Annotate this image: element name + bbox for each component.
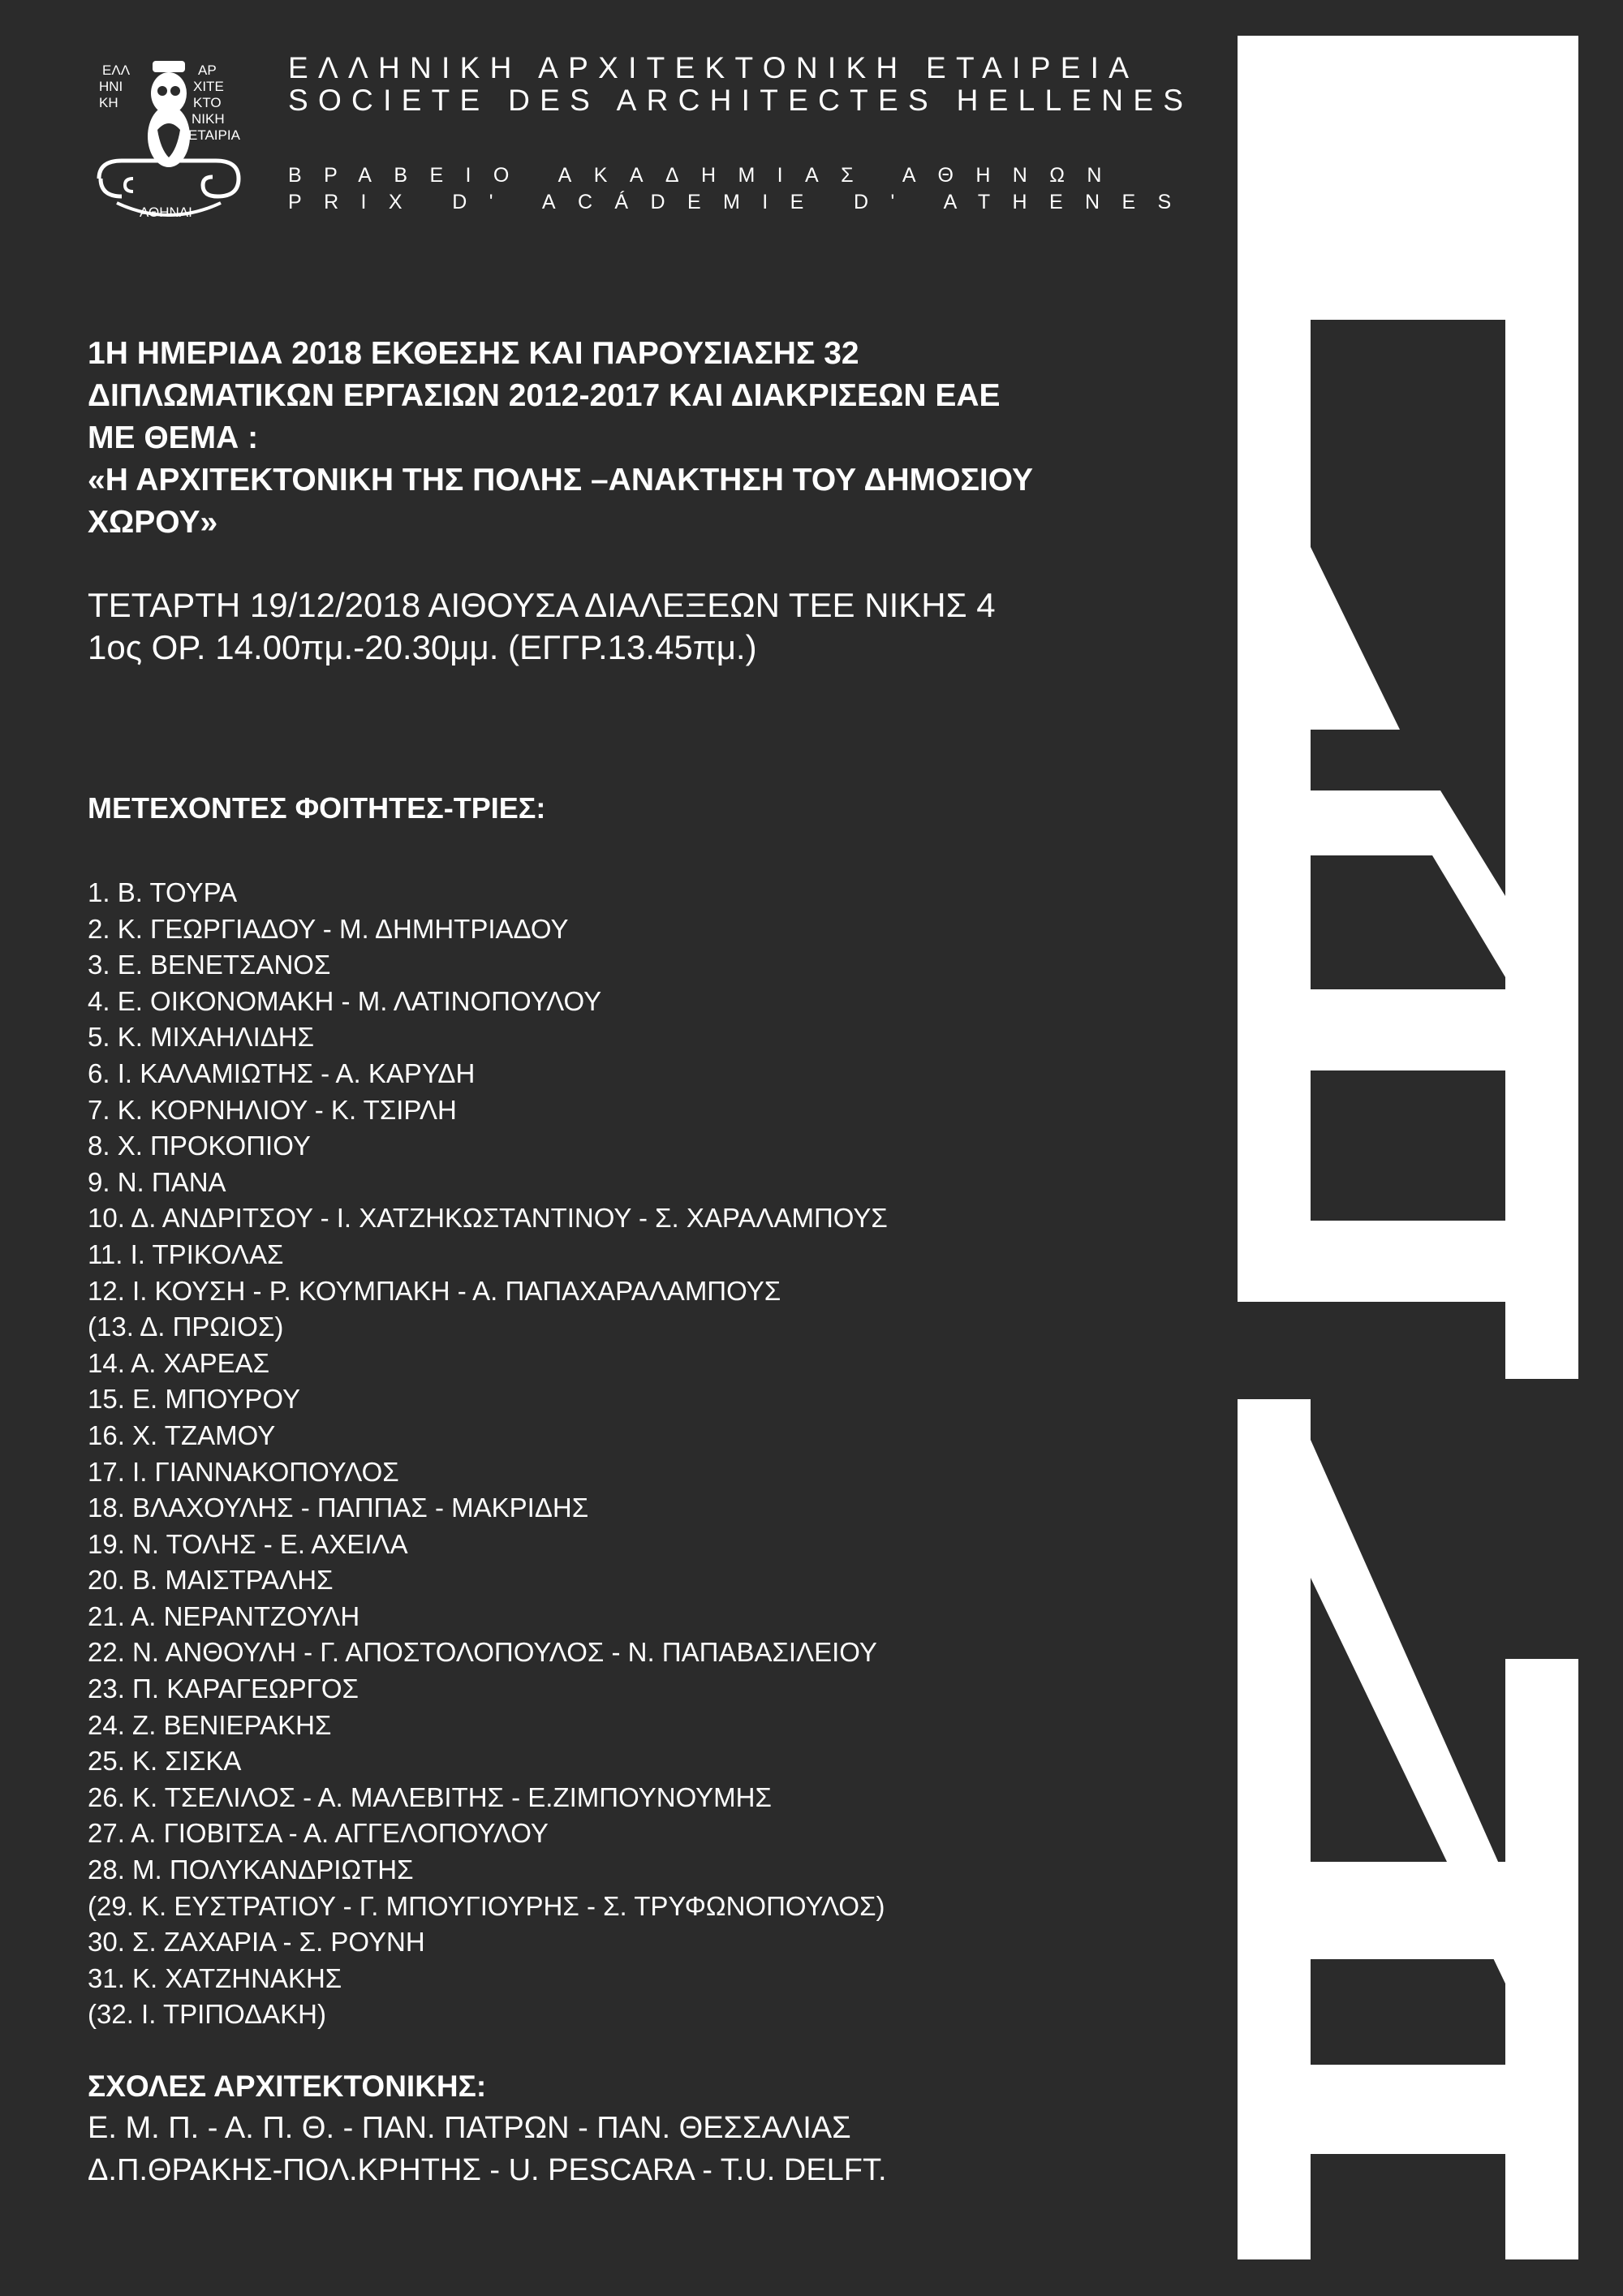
logo-text: ΕΤΑΙΡΙΑ [188,127,240,143]
list-item: 31. Κ. ΧΑΤΖΗΝΑΚΗΣ [88,1962,342,1993]
graphic-shape [1311,989,1505,1070]
graphic-shape [1505,1659,1578,2259]
organisation-name [288,51,1194,117]
event-title-line: ΜΕ ΘΕΜΑ : [88,420,259,455]
list-item: 6. Ι. ΚΑΛΑΜΙΩΤΗΣ - Α. ΚΑΡΥΔΗ [88,1058,476,1088]
list-item: 8. Χ. ΠΡΟΚΟΠΙΟΥ [88,1131,311,1161]
event-title-line: «Η ΑΡΧΙΤΕΚΤΟΝΙΚΗ ΤΗΣ ΠΟΛΗΣ –ΑΝΑΚΤΗΣΗ ΤΟΥ ΔΗΜΟΣΙΟΥ [88,463,1034,498]
event-time: 1ος ΟΡ. 14.00πμ.-20.30μμ. (ΕΓΓΡ.13.45πμ.) [88,628,757,666]
logo-text: ΕΛΛ [102,62,131,78]
list-item: 23. Π. ΚΑΡΑΓΕΩΡΓΟΣ [88,1674,359,1704]
logo-emblem-icon [88,57,250,219]
list-item: 21. Α. ΝΕΡΑΝΤΖΟΥΛΗ [88,1600,360,1631]
list-item: 10. Δ. ΑΝΔΡΙΤΣΟΥ - Ι. ΧΑΤΖΗΚΩΣΤΑΝΤΙΝΟΥ - Σ. ΧΑΡΑΛΑΜΠΟΥΣ [88,1203,888,1234]
logo-text: ΗΝΙ [99,79,123,94]
list-item: 27. Α. ΓΙΟΒΙΤΣΑ - Α. ΑΓΓΕΛΟΠΟΥΛΟΥ [88,1818,549,1849]
org-name-french: SOCIETE DES ARCHITECTES HELLENES [288,84,1194,117]
students-heading: ΜΕΤΕΧΟΝΤΕΣ ΦΟΙΤΗΤΕΣ-ΤΡΙΕΣ: [88,791,546,825]
org-name-greek: ΕΛΛΗΝΙΚΗ ΑΡΧΙΤΕΚΤΟΝΙΚΗ ΕΤΑΙΡΕΙΑ [288,51,1139,84]
event-title-line: 1Η ΗΜΕΡΙΔΑ 2018 ΕΚΘΕΣΗΣ ΚΑΙ ΠΑΡΟΥΣΙΑΣΗΣ 32 [88,336,859,371]
list-item: 15. Ε. ΜΠΟΥΡΟΥ [88,1384,300,1415]
list-item: (13. Δ. ΠΡΩΙΟΣ) [88,1312,284,1342]
list-item: 11. Ι. ΤΡΙΚΟΛΑΣ [88,1238,284,1269]
graphic-shape [1238,1399,1311,2259]
logo-text: ΑΡ [198,62,217,78]
list-item: 14. Α. ΧΑΡΕΑΣ [88,1347,270,1378]
list-item: 18. ΒΛΑΧΟΥΛΗΣ - ΠΑΠΠΑΣ - ΜΑΚΡΙΔΗΣ [88,1493,589,1523]
logo-text: ΧΙΤΕ [193,79,224,94]
list-item: 12. Ι. ΚΟΥΣΗ - Ρ. ΚΟΥΜΠΑΚΗ - Α. ΠΑΠΑΧΑΡΑΛΑΜΠΟΥΣ [88,1275,781,1306]
list-item: 4. Ε. ΟΙΚΟΝΟΜΑΚΗ - Μ. ΛΑΤΙΝΟΠΟΥΛΟΥ [88,985,602,1016]
decorative-letter-graphic [1238,36,1578,2259]
list-item: 20. Β. ΜΑΙΣΤΡΑΛΗΣ [88,1565,334,1596]
schools-heading: ΣΧΟΛΕΣ ΑΡΧΙΤΕΚΤΟΝΙΚΗΣ: [88,2070,487,2103]
list-item: 3. Ε. ΒΕΝΕΤΣΑΝΟΣ [88,950,331,980]
schools-line: Δ.Π.ΘΡΑΚΗΣ-ΠΟΛ.ΚΡΗΤΗΣ - U. PESCARA - T.U. DELFT. [88,2153,887,2187]
list-item: 16. Χ. ΤΖΑΜΟΥ [88,1419,276,1450]
event-date-location: ΤΕΤΑΡΤΗ 19/12/2018 ΑΙΘΟΥΣΑ ΔΙΑΛΕΞΕΩΝ ΤΕΕ ΝΙΚΗΣ 4 [88,586,996,624]
list-item: 7. Κ. ΚΟΡΝΗΛΙΟΥ - Κ. ΤΣΙΡΛΗ [88,1094,457,1125]
students-list [88,875,888,2033]
graphic-shape [1238,320,1400,766]
graphic-shape [1505,320,1578,1379]
list-item: 9. Ν. ΠΑΝΑ [88,1166,226,1197]
logo-text: ΚΤΟ [193,95,222,110]
event-title-line: ΧΩΡΟΥ» [88,505,218,540]
list-item: (32. Ι. ΤΡΙΠΟΔΑΚΗ) [88,1999,326,2030]
list-item: 17. Ι. ΓΙΑΝΝΑΚΟΠΟΥΛΟΣ [88,1456,399,1487]
graphic-shape [1311,1862,1505,1959]
list-item: 25. Κ. ΣΙΣΚΑ [88,1746,242,1777]
prize-name-greek: ΒΡΑΒΕΙΟ ΑΚΑΔΗΜΙΑΣ ΑΘΗΝΩΝ [288,164,1124,187]
graphic-shape [1238,766,1311,1221]
schools-list [88,2107,887,2191]
logo-text: ΝΙΚΗ [192,111,225,127]
graphic-shape [1311,790,1505,977]
event-title-line: ΔΙΠΛΩΜΑΤΙΚΩΝ ΕΡΓΑΣΙΩΝ 2012-2017 ΚΑΙ ΔΙΑΚΡΙΣΕΩΝ ΕΑΕ [88,378,1001,413]
prize-name [288,162,1194,216]
list-item: 30. Σ. ΖΑΧΑΡΙΑ - Σ. ΡΟΥΝΗ [88,1927,425,1958]
list-item: 22. Ν. ΑΝΘΟΥΛΗ - Γ. ΑΠΟΣΤΟΛΟΠΟΥΛΟΣ - Ν. ΠΑΠΑΒΑΣΙΛΕΙΟΥ [88,1637,877,1668]
schools-line: Ε. Μ. Π. - Α. Π. Θ. - ΠΑΝ. ΠΑΤΡΩΝ - ΠΑΝ. ΘΕΣΣΑΛΙΑΣ [88,2111,851,2145]
event-info [88,584,996,669]
list-item: 28. Μ. ΠΟΛΥΚΑΝΔΡΙΩΤΗΣ [88,1854,414,1885]
graphic-shape [1238,36,1311,320]
graphic-shape [1311,2065,1505,2154]
prize-name-french: PRIX D' ACÁDEMIE D' ATHENES [288,191,1194,213]
list-item: (29. Κ. ΕΥΣΤΡΑΤΙΟΥ - Γ. ΜΠΟΥΓΙΟΥΡΗΣ - Σ. ΤΡΥΦΩΝΟΠΟΥΛΟΣ) [88,1890,885,1921]
list-item: 24. Ζ. ΒΕΝΙΕΡΑΚΗΣ [88,1709,332,1740]
event-title [88,333,1167,544]
list-item: 5. Κ. ΜΙΧΑΗΛΙΔΗΣ [88,1022,315,1053]
logo-text: ΚΗ [99,95,118,110]
list-item: 1. Β. ΤΟΥΡΑ [88,877,238,907]
society-logo [88,57,250,219]
list-item: 26. Κ. ΤΣΕΛΙΛΟΣ - Α. ΜΑΛΕΒΙΤΗΣ - Ε.ΖΙΜΠΟΥΝΟΥΜΗΣ [88,1781,772,1812]
logo-text: ΑΘΗΝΑΙ [140,205,192,219]
graphic-shape [1238,1221,1578,1302]
list-item: 2. Κ. ΓΕΩΡΓΙΑΔΟΥ - Μ. ΔΗΜΗΤΡΙΑΔΟΥ [88,913,569,944]
list-item: 19. Ν. ΤΟΛΗΣ - Ε. ΑΧΕΙΛΑ [88,1528,408,1559]
